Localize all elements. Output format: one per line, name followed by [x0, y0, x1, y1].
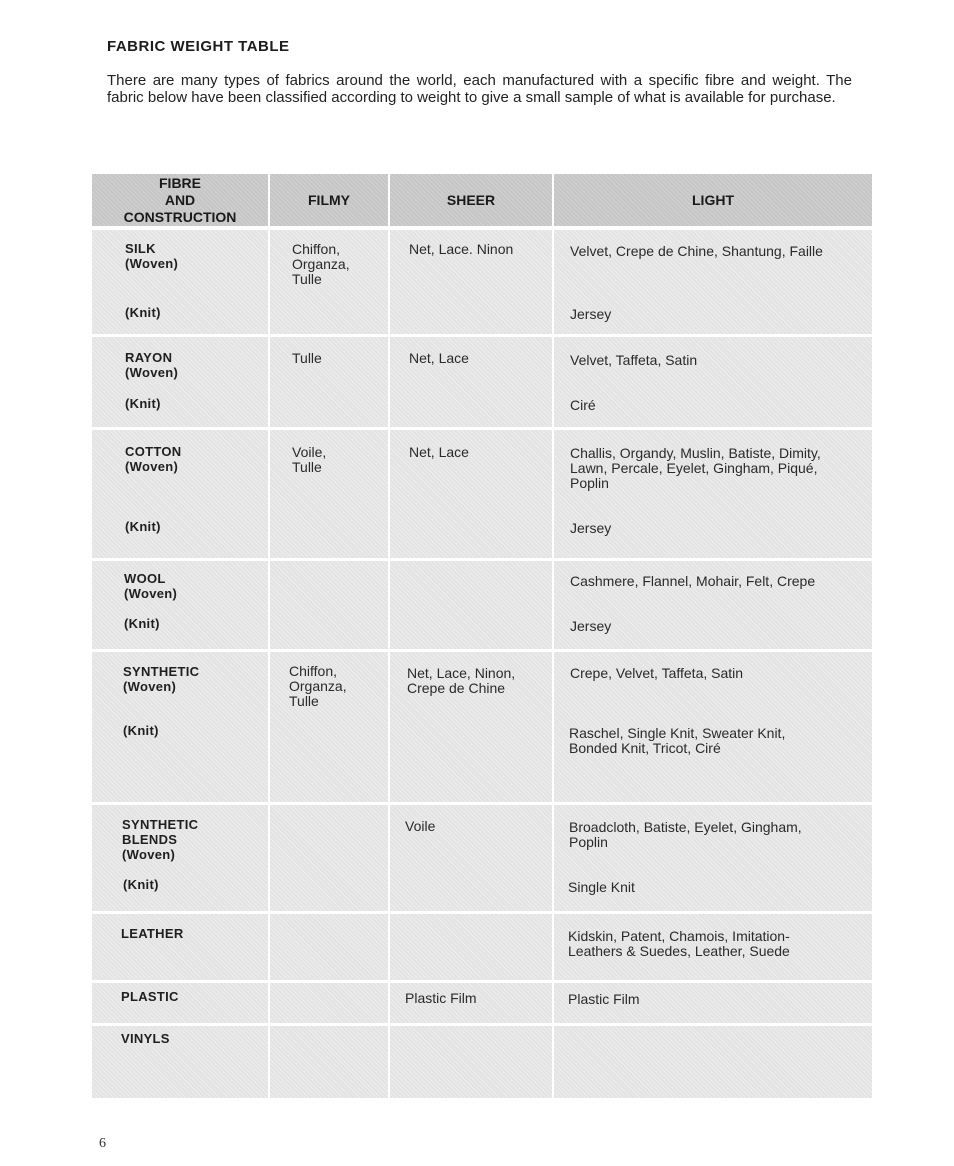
fibre-cotton-woven: COTTON (Woven) — [125, 444, 182, 474]
filmy-rayon-woven: Tulle — [292, 350, 322, 366]
fabric-weight-table — [92, 174, 872, 1098]
header-fibre-construction: FIBRE AND CONSTRUCTION — [92, 174, 268, 226]
fibre-synthetic-blends-knit: (Knit) — [123, 877, 159, 892]
fibre-vinyls: VINYLS — [121, 1031, 170, 1046]
light-cotton-woven: Challis, Organdy, Muslin, Batiste, Dimity, Lawn, Percale, Eyelet, Gingham, Piqué, Poplin — [570, 445, 821, 491]
header-filmy: FILMY — [270, 174, 388, 226]
light-synthetic-knit: Raschel, Single Knit, Sweater Knit, Bonded Knit, Tricot, Ciré — [569, 725, 786, 756]
light-leather: Kidskin, Patent, Chamois, Imitation- Leathers & Suedes, Leather, Suede — [568, 928, 790, 959]
light-synthetic-blends-woven: Broadcloth, Batiste, Eyelet, Gingham, Poplin — [569, 819, 802, 850]
fibre-leather: LEATHER — [121, 926, 184, 941]
light-plastic: Plastic Film — [568, 991, 640, 1007]
column-divider — [552, 174, 554, 1098]
filmy-silk-woven: Chiffon, Organza, Tulle — [292, 241, 350, 287]
intro-paragraph: There are many types of fabrics around the world, each manufactured with a specific fibre and weight. The fabric below have been classified according to weight to give a small sample of what is available for purchase. — [107, 72, 852, 106]
fibre-rayon-knit: (Knit) — [125, 396, 161, 411]
page-title: FABRIC WEIGHT TABLE — [107, 38, 290, 55]
filmy-synthetic-woven: Chiffon, Organza, Tulle — [289, 663, 347, 709]
sheer-rayon-woven: Net, Lace — [409, 350, 469, 366]
column-divider — [268, 174, 270, 1098]
fibre-plastic: PLASTIC — [121, 989, 179, 1004]
band-rayon — [92, 337, 872, 427]
light-rayon-woven: Velvet, Taffeta, Satin — [570, 352, 698, 368]
band-vinyls — [92, 1026, 872, 1098]
fibre-synthetic-blends-woven: SYNTHETIC BLENDS (Woven) — [122, 817, 199, 862]
fibre-cotton-knit: (Knit) — [125, 519, 161, 534]
filmy-cotton-woven: Voile, Tulle — [292, 444, 327, 475]
fibre-silk-woven: SILK (Woven) — [125, 241, 179, 271]
header-sheer: SHEER — [390, 174, 552, 226]
sheer-synthetic-woven: Net, Lace, Ninon, Crepe de Chine — [407, 665, 516, 696]
light-cotton-knit: Jersey — [570, 520, 612, 536]
fibre-wool-woven: WOOL (Woven) — [124, 571, 178, 601]
fibre-synthetic-knit: (Knit) — [123, 723, 159, 738]
band-plastic — [92, 983, 872, 1023]
sheer-cotton-woven: Net, Lace — [409, 444, 469, 460]
light-wool-woven: Cashmere, Flannel, Mohair, Felt, Crepe — [570, 573, 816, 589]
column-divider — [388, 174, 390, 1098]
sheer-synthetic-blends-woven: Voile — [405, 818, 436, 834]
light-synthetic-woven: Crepe, Velvet, Taffeta, Satin — [570, 665, 744, 681]
light-wool-knit: Jersey — [570, 618, 612, 634]
fibre-silk-knit: (Knit) — [125, 305, 161, 320]
header-light: LIGHT — [554, 174, 872, 226]
sheer-plastic: Plastic Film — [405, 990, 477, 1006]
light-rayon-knit: Ciré — [570, 397, 596, 413]
light-synthetic-blends-knit: Single Knit — [568, 879, 635, 895]
light-silk-knit: Jersey — [570, 306, 612, 322]
light-silk-woven: Velvet, Crepe de Chine, Shantung, Faille — [570, 243, 823, 259]
sheer-silk-woven: Net, Lace. Ninon — [409, 241, 514, 257]
fibre-wool-knit: (Knit) — [124, 616, 160, 631]
fibre-rayon-woven: RAYON (Woven) — [125, 350, 179, 380]
fibre-synthetic-woven: SYNTHETIC (Woven) — [123, 664, 200, 694]
page-number: 6 — [99, 1136, 106, 1151]
